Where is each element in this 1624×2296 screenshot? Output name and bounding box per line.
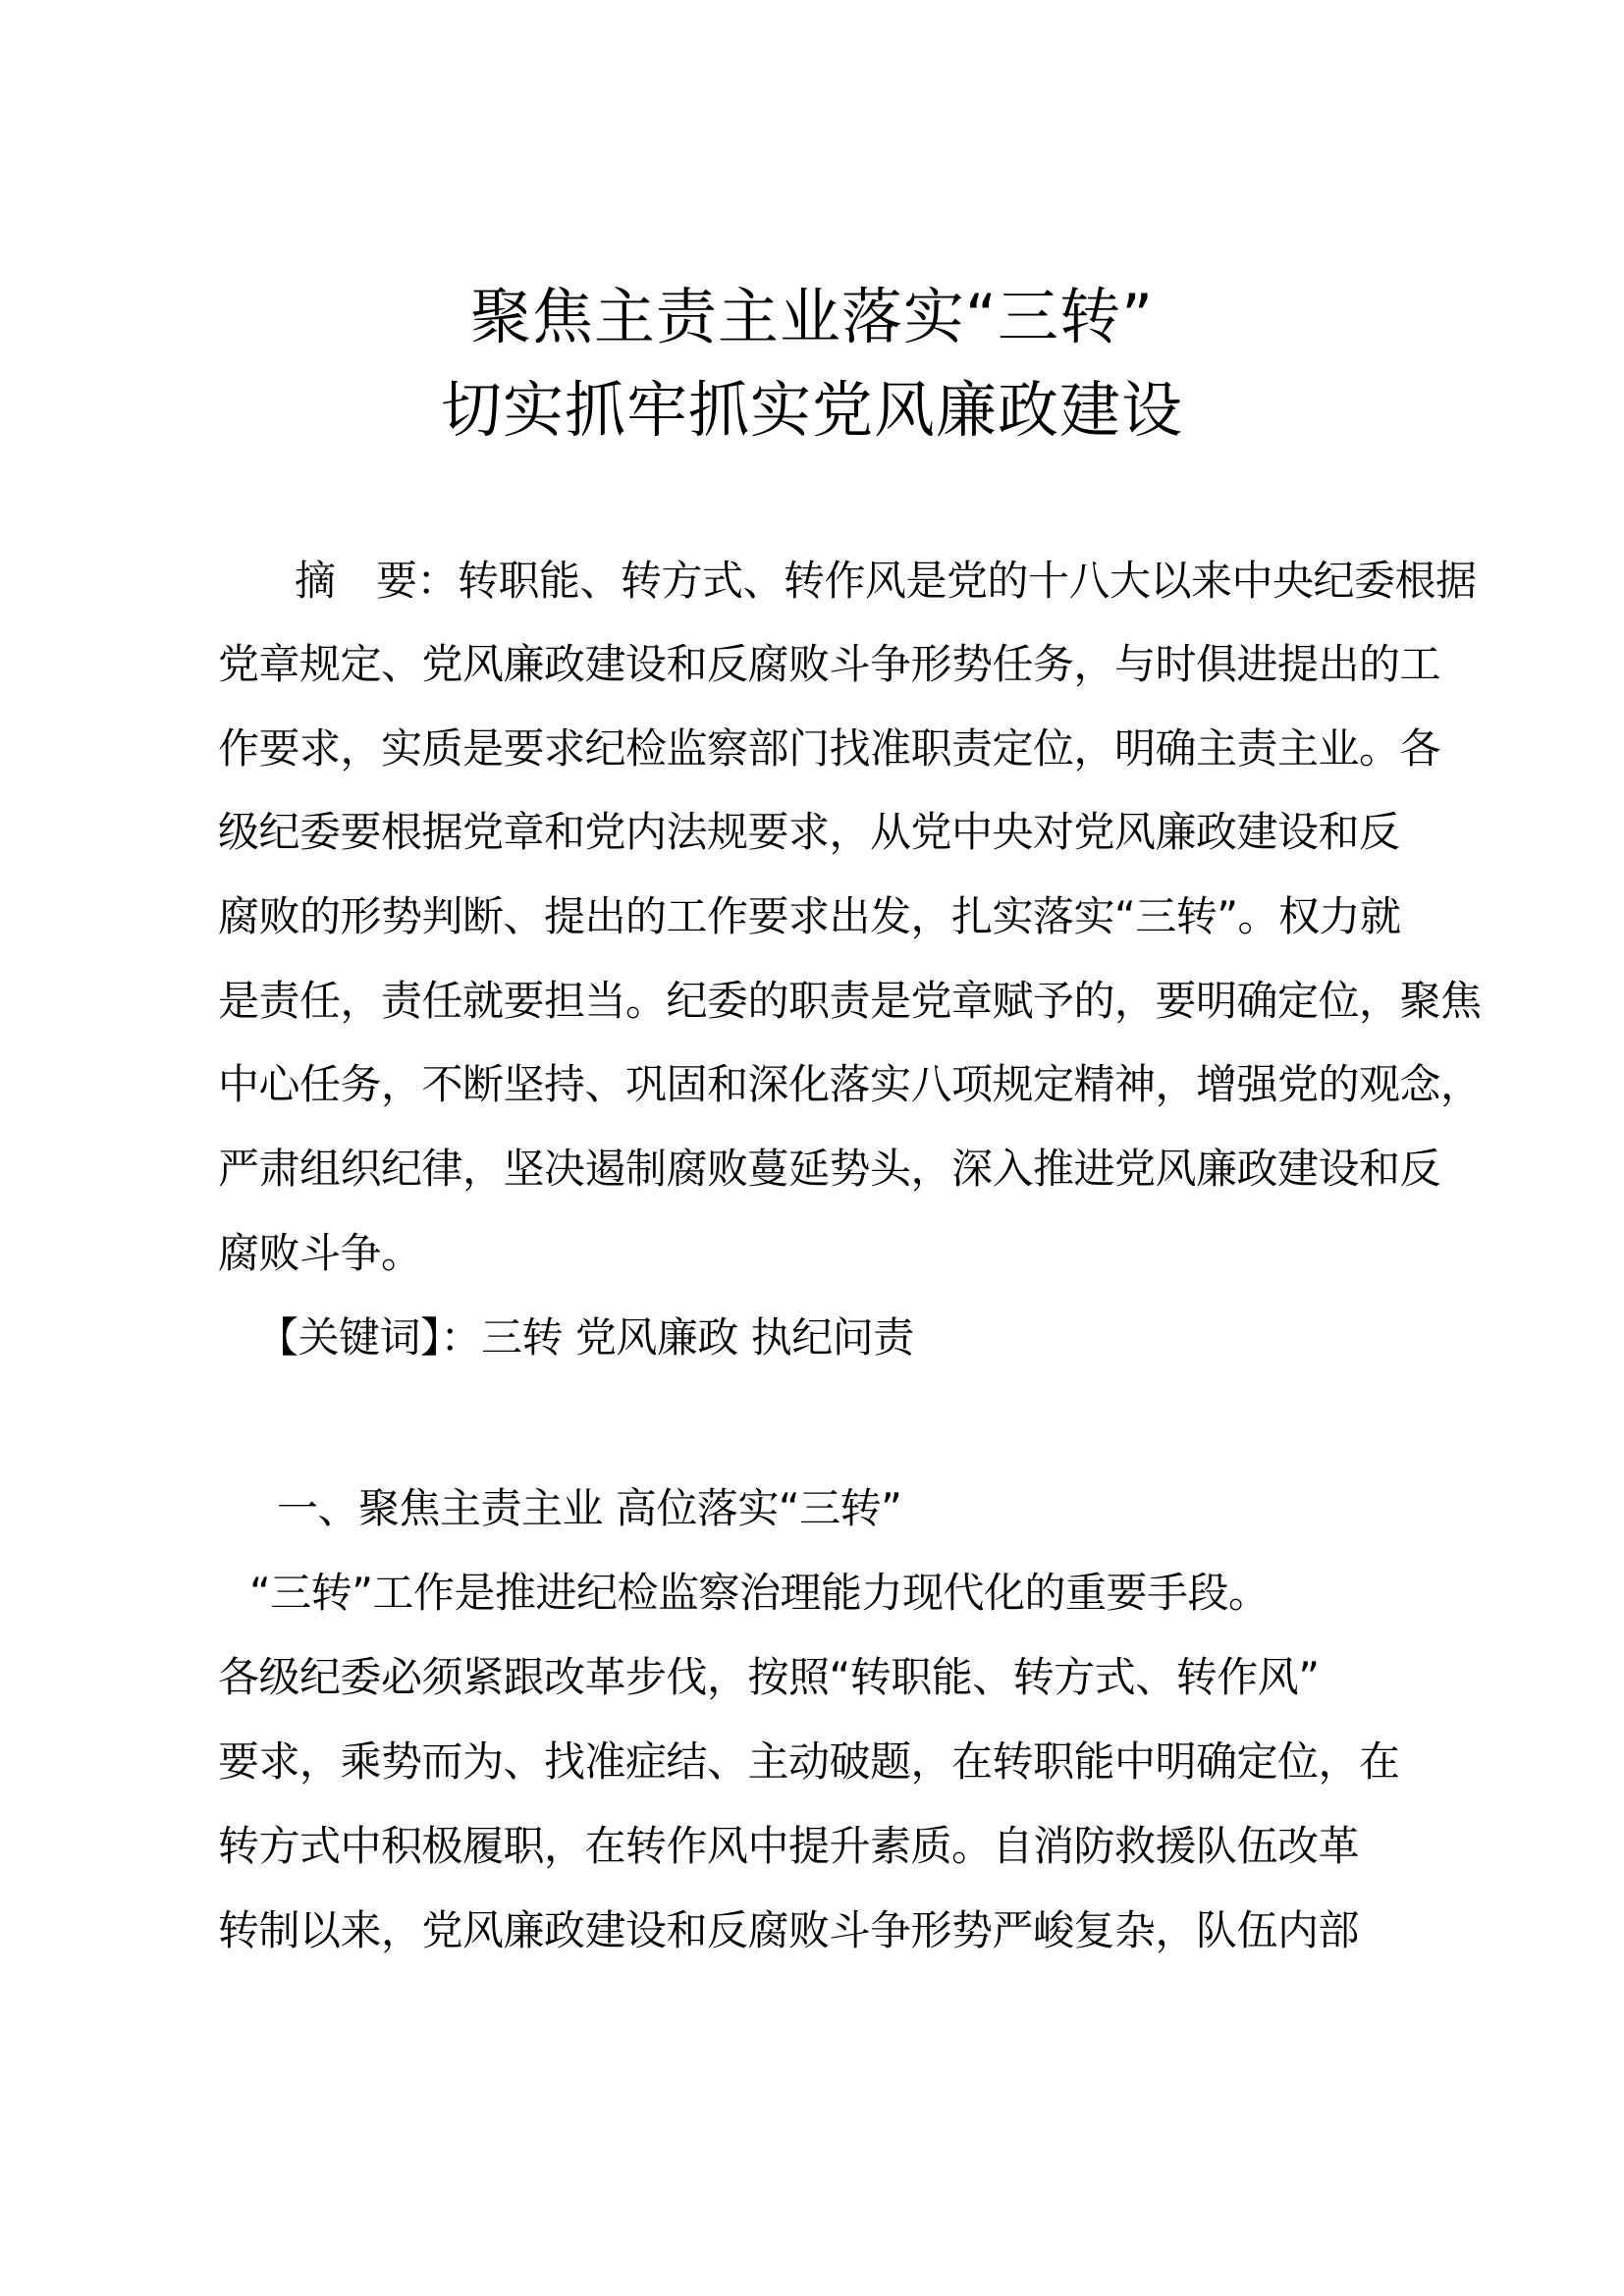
document-title-line-2: 切实抓牢抓实党风廉政建设 (440, 374, 1183, 446)
section-1-heading: 一、聚焦主责主业 高位落实“三转” (277, 1484, 902, 1532)
keywords-values: 三转 党风廉政 执纪问责 (481, 1313, 914, 1362)
abstract-line: 党章规定、党风廉政建设和反腐败斗争形势任务，与时俱进提出的工 (218, 640, 1441, 688)
keywords-label: 【关键词】： (257, 1313, 482, 1362)
section-1-line: 转制以来，党风廉政建设和反腐败斗争形势严峻复杂，队伍内部 (218, 1906, 1360, 1954)
section-1-line: 转方式中积极履职，在转作风中提升素质。自消防救援队伍改革 (218, 1822, 1360, 1870)
document-title-line-1: 聚焦主责主业落实“三转” (469, 281, 1155, 352)
abstract-line: 严肃组织纪律，坚决遏制腐败蔓延势头，深入推进党风廉政建设和反 (218, 1145, 1441, 1193)
section-1-line: “三转”工作是推进纪检监察治理能力现代化的重要手段。 (249, 1569, 1270, 1617)
keywords-line (257, 1313, 1475, 1362)
abstract-line: 中心任务，不断坚持、巩固和深化落实八项规定精神，增强党的观念， (218, 1060, 1482, 1108)
abstract-line: 腐败斗争。 (218, 1229, 422, 1277)
abstract-line: 腐败的形势判断、提出的工作要求出发，扎实落实“三转”。权力就 (218, 892, 1401, 940)
section-1-line: 要求，乘势而为、找准症结、主动破题，在转职能中明确定位，在 (218, 1737, 1400, 1786)
abstract-line: 摘 要：转职能、转方式、转作风是党的十八大以来中央纪委根据 (295, 557, 1477, 605)
abstract-line: 级纪委要根据党章和党内法规要求，从党中央对党风廉政建设和反 (218, 808, 1400, 856)
abstract-line: 作要求，实质是要求纪检监察部门找准职责定位，明确主责主业。各 (218, 724, 1441, 773)
abstract-line: 是责任，责任就要担当。纪委的职责是党章赋予的，要明确定位，聚焦 (218, 977, 1482, 1025)
section-1-line: 各级纪委必须紧跟改革步伐，按照“转职能、转方式、转作风” (218, 1653, 1320, 1701)
